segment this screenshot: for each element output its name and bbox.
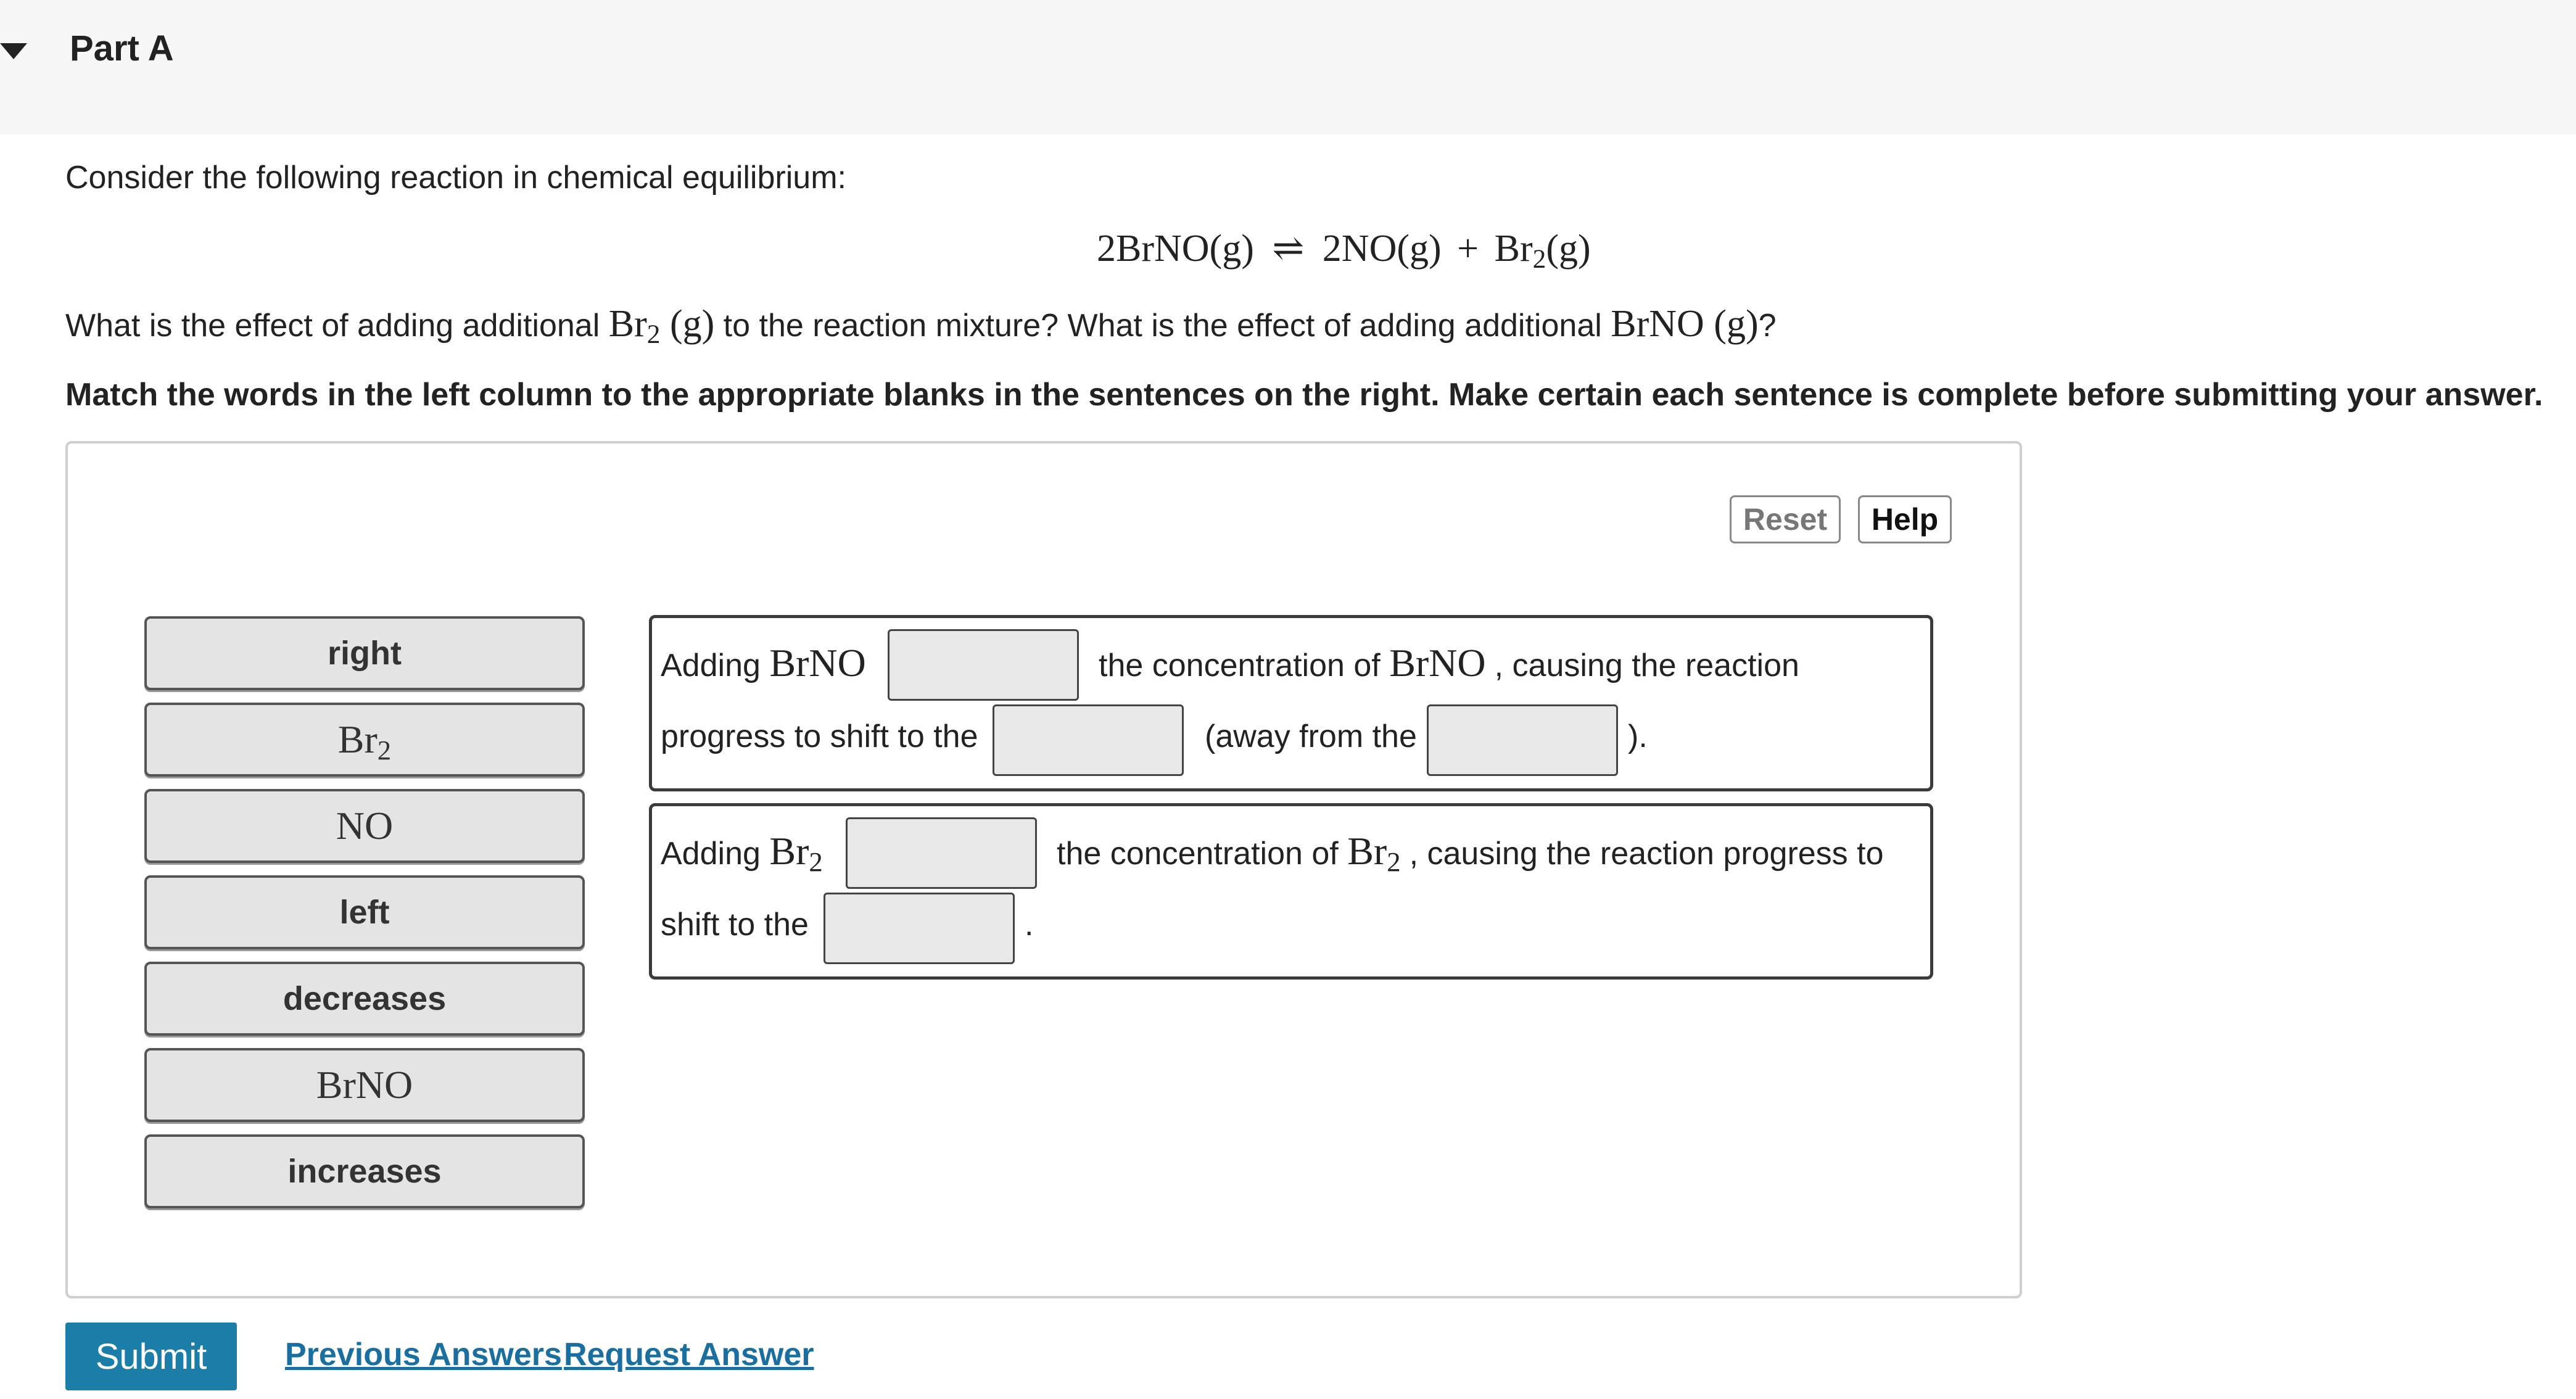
word-tile-increases[interactable]: increases xyxy=(144,1134,585,1208)
blank-1-3[interactable] xyxy=(1427,704,1618,776)
equation-product-2: $Br_2(g)$ xyxy=(1494,228,1591,274)
equation-product-1: 2NO(g) xyxy=(1322,228,1442,270)
chemical-equation xyxy=(1097,225,1591,274)
sentence-1-line2-start: progress to shift to the xyxy=(661,719,978,754)
word-tile-no[interactable]: NO xyxy=(144,789,585,863)
word-tile-br2[interactable]: $Br_2$ xyxy=(144,703,585,777)
equation-reactant: 2BrNO(g) xyxy=(1097,228,1254,270)
blank-2-2[interactable] xyxy=(824,893,1015,964)
sentence-1-line2-mid: (away from the xyxy=(1205,719,1417,754)
equation-plus: + xyxy=(1457,228,1479,270)
sentence-2 xyxy=(649,803,1933,980)
question-text: What is the effect of adding additional $Br_2$ (g) to the reaction mixture? What is the effect of adding additional BrNO (g)? xyxy=(65,303,1777,349)
part-header xyxy=(0,0,2576,134)
sentence-2-line2-end: . xyxy=(1025,907,1034,943)
sentence-1-line2-end: ). xyxy=(1628,719,1648,754)
previous-answers-link[interactable]: Previous Answers xyxy=(285,1337,562,1372)
sentence-1 xyxy=(649,615,1933,791)
drag-drop-activity xyxy=(65,441,2022,1298)
word-tile-right[interactable]: right xyxy=(144,616,585,690)
sentence-1-mid: the concentration of BrNO , causing the reaction xyxy=(1099,641,1799,685)
reset-button[interactable]: Reset xyxy=(1730,495,1841,543)
sentence-2-line2-start: shift to the xyxy=(661,907,809,943)
blank-2-1[interactable] xyxy=(846,817,1037,889)
part-title: Part A xyxy=(70,28,174,68)
word-tile-left[interactable]: left xyxy=(144,875,585,949)
word-tile-decreases[interactable]: decreases xyxy=(144,962,585,1036)
submit-button[interactable]: Submit xyxy=(65,1323,237,1390)
blank-1-1[interactable] xyxy=(888,629,1079,701)
caret-down-icon[interactable] xyxy=(0,43,27,59)
sentence-1-start: Adding BrNO xyxy=(661,641,866,685)
sentence-2-start: Adding $Br_2$ xyxy=(661,829,823,878)
intro-text: Consider the following reaction in chemical equilibrium: xyxy=(65,160,846,196)
equilibrium-arrow-icon: ⇌ xyxy=(1272,228,1305,270)
sentence-2-mid: the concentration of $Br_2$ , causing the reaction progress to xyxy=(1057,829,1884,878)
blank-1-2[interactable] xyxy=(993,704,1184,776)
question-species-brno: BrNO (g) xyxy=(1611,303,1759,345)
request-answer-link[interactable]: Request Answer xyxy=(564,1337,814,1372)
word-tile-brno[interactable]: BrNO xyxy=(144,1048,585,1122)
question-species-br2: $Br_2$ (g) xyxy=(608,303,715,349)
help-button[interactable]: Help xyxy=(1858,495,1952,543)
instruction-text: Match the words in the left column to the appropriate blanks in the sentences on the right. Make certain each sentence is complete before submitting your answer. xyxy=(65,377,2543,413)
